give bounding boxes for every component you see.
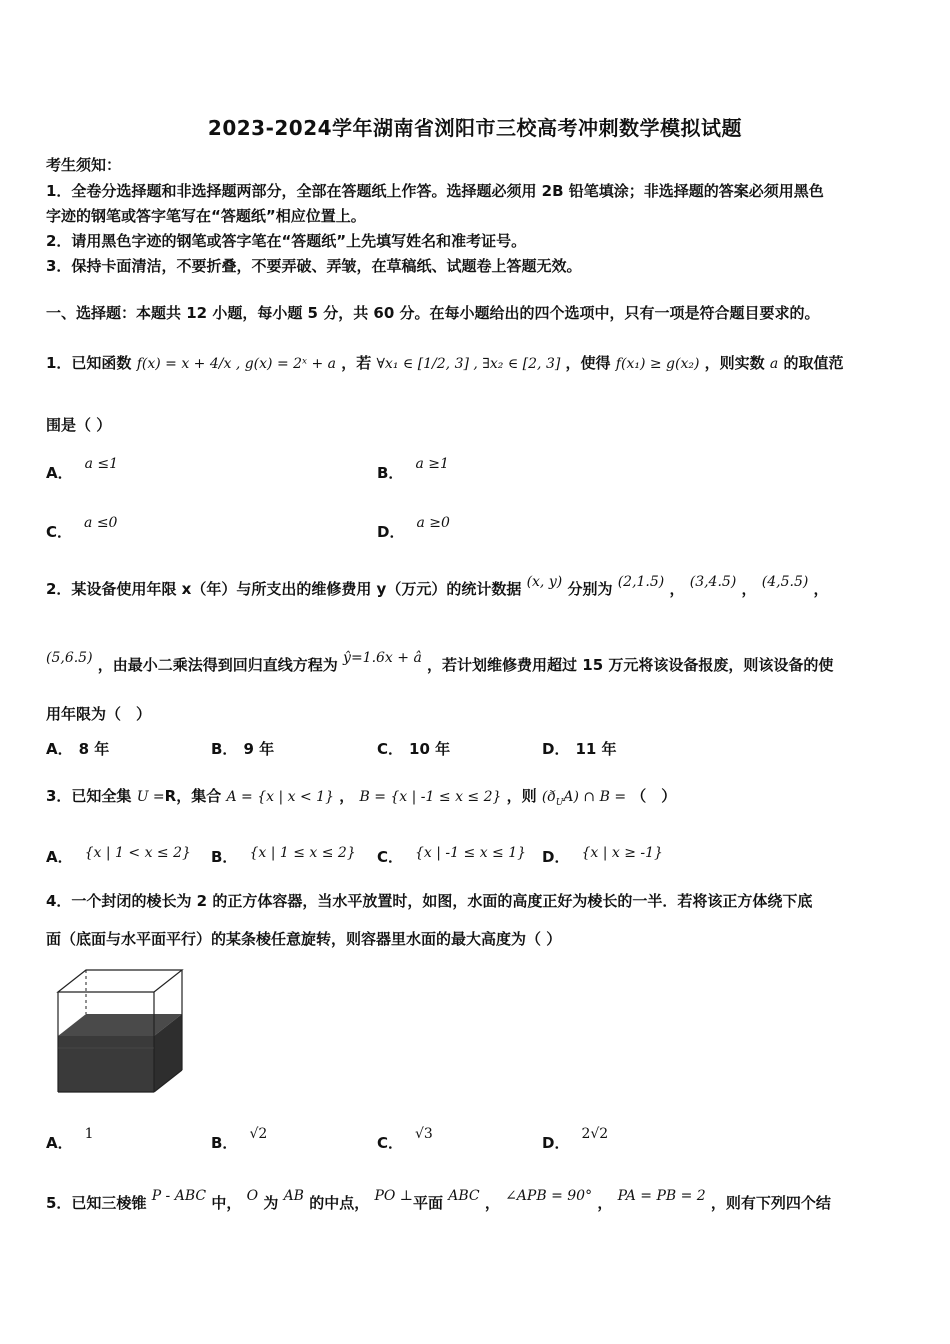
notice-line-1: 1．全卷分选择题和非选择题两部分，全部在答题纸上作答。选择题必须用 2B 铅笔填涂；非选择题的答案必须用黑色 [46,182,824,200]
option-label: A． [46,740,73,758]
q4-option-c[interactable] [377,1126,433,1153]
option-label: B． [211,1134,238,1152]
option-label: D． [542,1134,570,1152]
q5-sep-1: ， [484,1194,500,1212]
option-label: D． [542,848,570,866]
question-2-cont: 用年限为（ ） [46,705,152,723]
q5-text-5: 平面 [412,1194,443,1212]
option-math: 2√2 [581,1126,609,1142]
q5-math-po: PO ⊥ [374,1188,413,1204]
q5-math-lengths: PA = PB = 2 [617,1188,706,1204]
q2-math-point-3: (4,5.5) [761,574,809,590]
q2-text-3: ，由最小二乘法得到回归直线方程为 [97,656,338,674]
q3-option-a[interactable] [46,846,191,867]
option-text: 9 年 [243,740,275,758]
q4-option-d[interactable] [542,1126,609,1153]
option-label: C． [377,848,404,866]
q5-text-6: ，则有下列四个结 [710,1194,831,1212]
option-label: C． [377,740,404,758]
notice-heading: 考生须知： [46,156,122,174]
q2-math-regression: ŷ=1.6x + â [343,650,422,666]
option-label: B． [377,464,404,482]
section-heading: 一、选择题：本题共 12 小题，每小题 5 分，共 60 分。在每小题给出的四个选项中，只有一项是符合题目要求的。 [46,304,820,322]
question-4-line-2: 面（底面与水平面平行）的某条棱任意旋转，则容器里水面的最大高度为（ ） [46,930,562,948]
option-label: B． [211,740,238,758]
q5-math-angle: ∠APB = 90° [505,1188,593,1204]
question-2-stem [46,574,829,599]
question-1-stem [46,352,844,373]
q3-text-1: 3．已知全集 [46,787,132,805]
q5-text-2: 中， [211,1194,242,1212]
q1-option-b[interactable] [377,456,449,483]
option-text: 11 年 [575,740,617,758]
q5-text-4: 的中点， [309,1194,370,1212]
question-5-stem [46,1188,831,1213]
option-math: {x | -1 ≤ x ≤ 1} [415,845,527,861]
q1-option-d[interactable] [377,515,450,542]
q3-math-complement-symbol: (ð [541,789,556,805]
option-math: a ≤0 [84,515,118,531]
q2-option-c[interactable] [377,738,450,759]
q3-math-complement-sub: U [555,797,564,808]
q2-option-d[interactable] [542,738,617,759]
q1-text-3: ，使得 [565,354,611,372]
q2-math-point-4: (5,6.5) [46,650,93,666]
notice-line-4: 3．保持卡面清洁，不要折叠，不要弄破、弄皱，在草稿纸、试题卷上答题无效。 [46,257,582,275]
q2-text-2: 分别为 [567,580,613,598]
q1-text-2: ，若 [341,354,372,372]
q1-text-1: 1．已知函数 [46,354,132,372]
q5-math-ab: AB [283,1188,304,1204]
option-math: √2 [249,1126,268,1142]
q3-text-4: （ ） [631,787,677,805]
q3-option-b[interactable] [211,846,356,867]
notice-line-3: 2．请用黑色字迹的钢笔或答字笔在“答题纸”上先填写姓名和准考证号。 [46,232,527,250]
q3-math-complement [541,789,627,808]
option-math: {x | x ≥ -1} [581,845,663,861]
q5-math-pyramid: P - ABC [151,1188,207,1204]
q2-sep-2: ， [741,580,757,598]
q3-text-3: ，则 [506,787,537,805]
water-front-face [58,1036,154,1092]
q2-option-b[interactable] [211,738,274,759]
q3-sep-1: ， [339,787,355,805]
q2-math-point-2: (3,4.5) [689,574,737,590]
option-math: a ≤1 [84,456,119,472]
q3-option-c[interactable] [377,846,526,867]
option-label: A． [46,1134,73,1152]
question-1-cont: 围是（ ） [46,416,112,434]
q4-option-b[interactable] [211,1126,268,1153]
q3-option-d[interactable] [542,846,663,867]
q5-math-o: O [246,1188,259,1204]
cube-water-figure [50,966,190,1098]
option-math: a ≥0 [416,515,450,531]
q1-option-c[interactable] [46,515,118,542]
q2-math-xy: (x, y) [526,574,563,590]
page-title: 2023-2024学年湖南省浏阳市三校高考冲刺数学模拟试题 [207,116,743,140]
question-3-stem [46,785,676,808]
q5-text-1: 5．已知三棱锥 [46,1194,147,1212]
q4-option-a[interactable] [46,1126,94,1153]
option-math: √3 [415,1126,433,1142]
option-label: B． [211,848,238,866]
option-label: A． [46,848,73,866]
q1-math-functions: f(x) = x + 4/x , g(x) = 2ˣ + a [136,356,336,372]
q2-option-a[interactable] [46,738,109,759]
q5-sep-2: ， [597,1194,613,1212]
option-math: {x | 1 < x ≤ 2} [84,845,191,861]
q3-math-set-b: B = {x | -1 ≤ x ≤ 2} [359,789,502,805]
option-math: {x | 1 ≤ x ≤ 2} [249,845,356,861]
q1-text-4: ，则实数 [704,354,765,372]
option-label: D． [542,740,570,758]
option-math: 1 [84,1126,94,1142]
option-label: D． [377,523,405,541]
q2-math-point-1: (2,1.5) [617,574,665,590]
q3-math-u: U = [136,789,165,805]
q5-text-3: 为 [263,1194,279,1212]
q1-math-quantifiers: ∀x₁ ∈ [1/2, 3] , ∃x₂ ∈ [2, 3] [376,356,561,372]
q1-math-a: a [769,356,779,372]
option-label: A． [46,464,73,482]
q5-math-abc: ABC [448,1188,480,1204]
option-text: 8 年 [78,740,110,758]
q2-sep-1: ， [669,580,685,598]
q3-text-2: R，集合 [164,787,222,805]
option-text: 10 年 [409,740,451,758]
q3-math-complement-rest: A) ∩ B = [563,789,627,805]
cube-top-face [58,970,182,992]
question-4-line-1: 4．一个封闭的棱长为 2 的正方体容器，当水平放置时，如图，水面的高度正好为棱长的一半．若将该正方体绕下底 [46,892,813,910]
option-label: C． [377,1134,404,1152]
option-math: a ≥1 [415,456,449,472]
q2-sep-3: ， [813,580,829,598]
q3-math-set-a: A = {x | x < 1} [226,789,334,805]
q2-text-4: ，若计划维修费用超过 15 万元将该设备报废，则该设备的使 [427,656,834,674]
q1-math-inequality: f(x₁) ≥ g(x₂) [615,356,700,372]
notice-line-2: 字迹的钢笔或答字笔写在“答题纸”相应位置上。 [46,207,366,225]
question-2-line-2 [46,650,834,675]
q1-text-5: 的取值范 [783,354,844,372]
option-label: C． [46,523,73,541]
q2-text-1: 2．某设备使用年限 x（年）与所支出的维修费用 y（万元）的统计数据 [46,580,522,598]
q1-option-a[interactable] [46,456,119,483]
